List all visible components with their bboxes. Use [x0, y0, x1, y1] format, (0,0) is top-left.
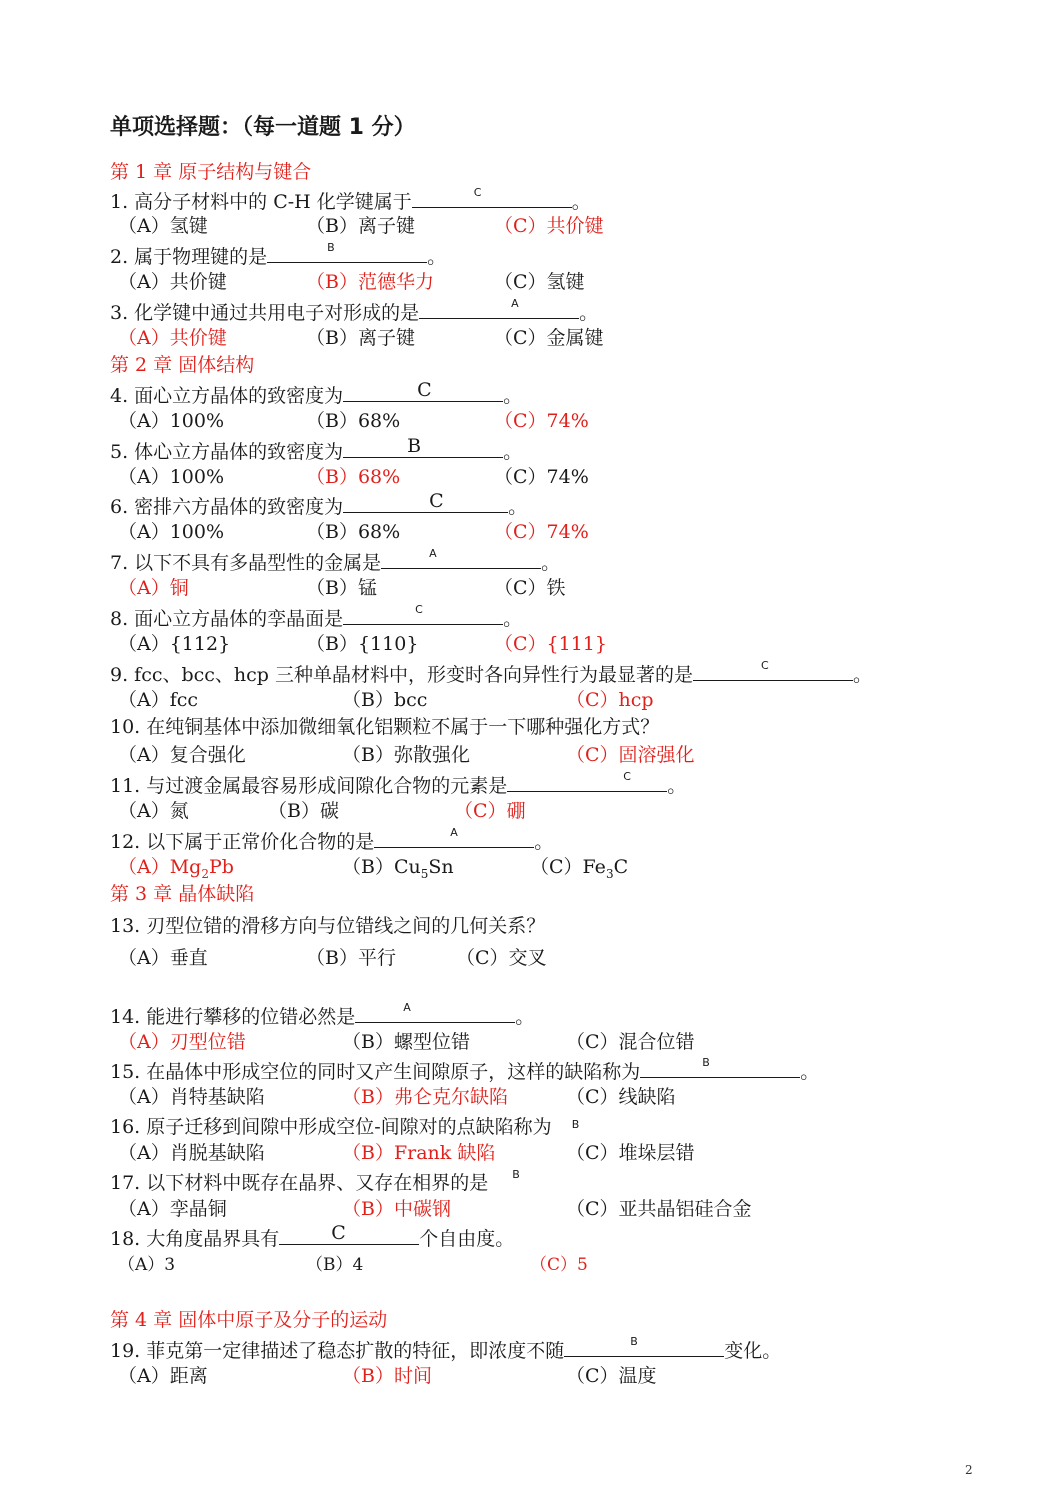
question-19: 19. 菲克第一定律描述了稳态扩散的特征，即浓度不随 B 变化。 — [110, 1335, 782, 1362]
question-2: 2. 属于物理键的是 B 。 — [110, 241, 447, 268]
options-q9: （A）fcc （B）bcc （C）hcp — [118, 689, 654, 711]
question-16: 16. 原子迁移到间隙中形成空位-间隙对的点缺陷称为 B — [110, 1116, 580, 1138]
page-title: 单项选择题：（每一道题 1 分） — [110, 115, 416, 140]
answer-blank: A — [355, 1002, 515, 1023]
question-12: 12. 以下属于正常价化合物的是 A 。 — [110, 826, 554, 853]
options-q15: （A）肖特基缺陷 （B）弗仑克尔缺陷 （C）线缺陷 — [118, 1086, 676, 1108]
chapter-3-heading: 第 3 章 晶体缺陷 — [110, 883, 255, 905]
options-q7: （A）铜 （B）锰 （C）铁 — [118, 577, 566, 599]
options-q5: （A）100% （B）68% （C）74% — [118, 466, 589, 488]
options-q2: （A）共价键 （B）范德华力 （C）氢键 — [118, 271, 585, 293]
options-q18: （A）3 （B）4 （C）5 — [118, 1255, 588, 1275]
chapter-4-heading: 第 4 章 固体中原子及分子的运动 — [110, 1309, 388, 1331]
question-5: 5. 体心立方晶体的致密度为 B 。 — [110, 435, 523, 463]
question-10: 10. 在纯铜基体中添加微细氧化铝颗粒不属于一下哪种强化方式？ — [110, 716, 660, 738]
answer-blank: B — [267, 242, 427, 263]
chapter-1-heading: 第 1 章 原子结构与键合 — [110, 161, 312, 183]
options-q4: （A）100% （B）68% （C）74% — [118, 410, 589, 432]
options-q19: （A）距离 （B）时间 （C）温度 — [118, 1365, 657, 1387]
options-q10: （A）复合强化 （B）弥散强化 （C）固溶强化 — [118, 744, 695, 766]
question-13: 13. 刃型位错的滑移方向与位错线之间的几何关系？ — [110, 915, 546, 937]
options-q8: （A）{112} （B）{110} （C）{111} — [118, 633, 607, 655]
question-14: 14. 能进行攀移的位错必然是 A 。 — [110, 1001, 535, 1028]
answer-blank: C — [343, 381, 503, 402]
options-q6: （A）100% （B）68% （C）74% — [118, 521, 589, 543]
options-q1: （A）氢键 （B）离子键 （C）共价键 — [118, 215, 604, 237]
answer-blank: C — [279, 1224, 419, 1245]
answer-blank: C — [693, 660, 853, 681]
options-q11: （A）氮 （B）碳 （C）硼 — [118, 800, 526, 822]
question-6: 6. 密排六方晶体的致密度为 C 。 — [110, 490, 528, 518]
answer-blank: C — [412, 187, 572, 208]
options-q16: （A）肖脱基缺陷 （B）Frank 缺陷 （C）堆垛层错 — [118, 1142, 695, 1164]
options-q12: $(A)Mg_2Pb$ $(B)Cu_5Sn$ $(C)Fe_3C$ — [118, 856, 629, 881]
answer-blank: A — [419, 298, 579, 319]
question-4: 4. 面心立方晶体的致密度为 C 。 — [110, 379, 523, 407]
options-q3: （A）共价键 （B）离子键 （C）金属键 — [118, 327, 604, 349]
answer-blank: A — [381, 548, 541, 569]
answer-blank: B — [564, 1336, 724, 1357]
question-7: 7. 以下不具有多晶型性的金属是 A 。 — [110, 547, 561, 574]
options-q13: （A）垂直 （B）平行 （C）交叉 — [118, 947, 547, 969]
chapter-2-heading: 第 2 章 固体结构 — [110, 354, 255, 376]
question-3: 3. 化学键中通过共用电子对形成的是 A 。 — [110, 297, 599, 324]
answer-blank: B — [640, 1057, 800, 1078]
question-18: 18. 大角度晶界具有 C 个自由度。 — [110, 1222, 515, 1250]
page-number: 2 — [965, 1463, 973, 1477]
answer-blank: C — [343, 492, 508, 513]
answer-blank: C — [507, 771, 667, 792]
question-11: 11. 与过渡金属最容易形成间隙化合物的元素是 C 。 — [110, 770, 687, 797]
answer-blank: A — [374, 827, 534, 848]
answer-blank: C — [343, 604, 503, 625]
answer-blank: B — [343, 437, 503, 458]
options-q17: （A）孪晶铜 （B）中碳钢 （C）亚共晶铝硅合金 — [118, 1198, 752, 1220]
question-8: 8. 面心立方晶体的孪晶面是 C 。 — [110, 603, 523, 630]
question-1: 1. 高分子材料中的 C-H 化学键属于 C 。 — [110, 186, 591, 213]
question-15: 15. 在晶体中形成空位的同时又产生间隙原子，这样的缺陷称为 B 。 — [110, 1056, 820, 1083]
question-9: 9. fcc、bcc、hcp 三种单晶材料中，形变时各向异性行为最显著的是 C 。 — [110, 659, 873, 686]
options-q14: （A）刃型位错 （B）螺型位错 （C）混合位错 — [118, 1031, 695, 1053]
question-17: 17. 以下材料中既存在晶界、又存在相界的是 B — [110, 1168, 520, 1194]
